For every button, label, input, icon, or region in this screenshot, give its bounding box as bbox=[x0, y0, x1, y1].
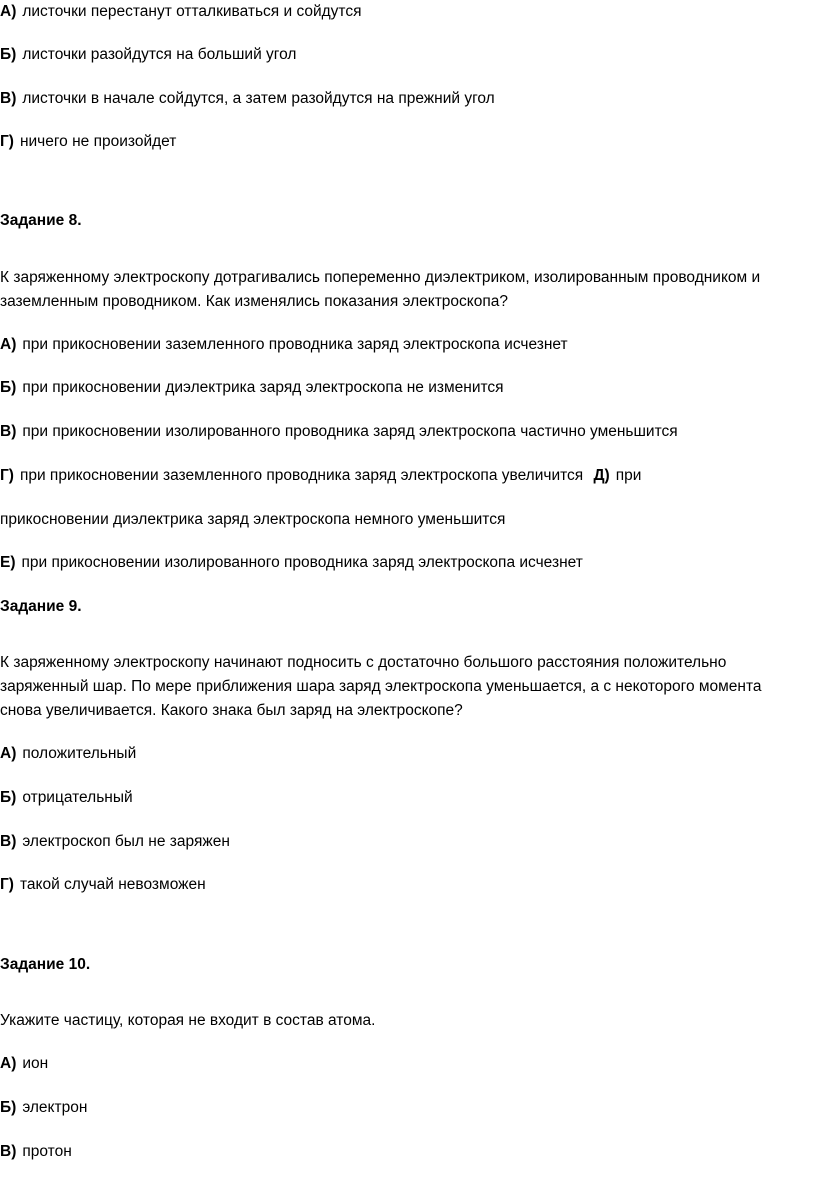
option-text: при прикосновении заземленного проводника заряд электроскопа увеличится bbox=[19, 467, 584, 484]
option-c bbox=[0, 89, 495, 109]
option-text: отрицательный bbox=[22, 789, 133, 806]
option-label: А) bbox=[0, 745, 17, 762]
question-line: снова увеличивается. Какого знака был заряд на электроскопе? bbox=[0, 702, 463, 719]
task9-option-a bbox=[0, 744, 136, 764]
option-text: при прикосновении заземленного проводника заряд электроскопа исчезнет bbox=[22, 336, 568, 353]
task9-option-b bbox=[0, 788, 133, 808]
option-label: В) bbox=[0, 90, 17, 107]
option-label: А) bbox=[0, 336, 17, 353]
task8-option-e-cont bbox=[0, 510, 505, 530]
option-text: при прикосновении изолированного проводника заряд электроскопа исчезнет bbox=[21, 554, 583, 571]
task8-option-a bbox=[0, 335, 568, 355]
option-label: А) bbox=[0, 1055, 17, 1072]
question-line: заземленным проводником. Как изменялись показания электроскопа? bbox=[0, 293, 509, 310]
option-label: Б) bbox=[0, 789, 17, 806]
option-text: при прикосновении изолированного проводника заряд электроскопа частично уменьшится bbox=[22, 423, 678, 440]
task10-option-a bbox=[0, 1054, 48, 1074]
option-label: В) bbox=[0, 1143, 17, 1160]
task10-option-c bbox=[0, 1142, 72, 1162]
option-label: Б) bbox=[0, 379, 17, 396]
option-text: ион bbox=[22, 1055, 49, 1072]
option-label: Г) bbox=[0, 467, 14, 484]
option-text: при bbox=[615, 467, 642, 484]
option-text: при прикосновении диэлектрика заряд электроскопа не изменится bbox=[22, 379, 504, 396]
option-d bbox=[0, 132, 176, 152]
task9-option-d bbox=[0, 875, 206, 895]
task8-option-d bbox=[0, 466, 641, 486]
option-label: В) bbox=[0, 423, 17, 440]
option-label: Д) bbox=[593, 467, 610, 484]
option-label: Б) bbox=[0, 46, 17, 63]
option-label: В) bbox=[0, 833, 17, 850]
option-text: протон bbox=[22, 1143, 72, 1160]
task10-title: Задание 10. bbox=[0, 956, 91, 973]
task8-title: Задание 8. bbox=[0, 212, 82, 229]
task9-question bbox=[0, 651, 816, 723]
option-label: Г) bbox=[0, 133, 14, 150]
task8-option-f bbox=[0, 553, 583, 573]
option-label: А) bbox=[0, 3, 17, 20]
option-text: листочки в начале сойдутся, а затем разойдутся на прежний угол bbox=[22, 90, 495, 107]
option-text: электроскоп был не заряжен bbox=[22, 833, 230, 850]
option-text: такой случай невозможен bbox=[19, 876, 206, 893]
question-line: заряженный шар. По мере приближения шара заряд электроскопа уменьшается, а с некоторого момента bbox=[0, 678, 762, 695]
option-text: электрон bbox=[22, 1099, 88, 1116]
option-a bbox=[0, 2, 362, 22]
option-text: ничего не произойдет bbox=[19, 133, 177, 150]
option-label: Б) bbox=[0, 1099, 17, 1116]
option-text: прикосновении диэлектрика заряд электроскопа немного уменьшится bbox=[0, 511, 506, 528]
task9-option-c bbox=[0, 832, 230, 852]
option-label: Г) bbox=[0, 876, 14, 893]
option-text: листочки перестанут отталкиваться и сойдутся bbox=[22, 3, 362, 20]
task8-option-b bbox=[0, 378, 504, 398]
option-label: Е) bbox=[0, 554, 16, 571]
task10-option-b bbox=[0, 1098, 87, 1118]
option-text: листочки разойдутся на больший угол bbox=[22, 46, 297, 63]
task10-question: Укажите частицу, которая не входит в состав атома. bbox=[0, 1012, 376, 1029]
question-line: К заряженному электроскопу дотрагивались попеременно диэлектриком, изолированным проводником и bbox=[0, 269, 761, 286]
question-line: К заряженному электроскопу начинают подносить с достаточно большого расстояния положительно bbox=[0, 654, 727, 671]
task8-question bbox=[0, 266, 816, 314]
task9-title: Задание 9. bbox=[0, 598, 82, 615]
option-text: положительный bbox=[22, 745, 137, 762]
option-b bbox=[0, 45, 296, 65]
task8-option-c bbox=[0, 422, 678, 442]
